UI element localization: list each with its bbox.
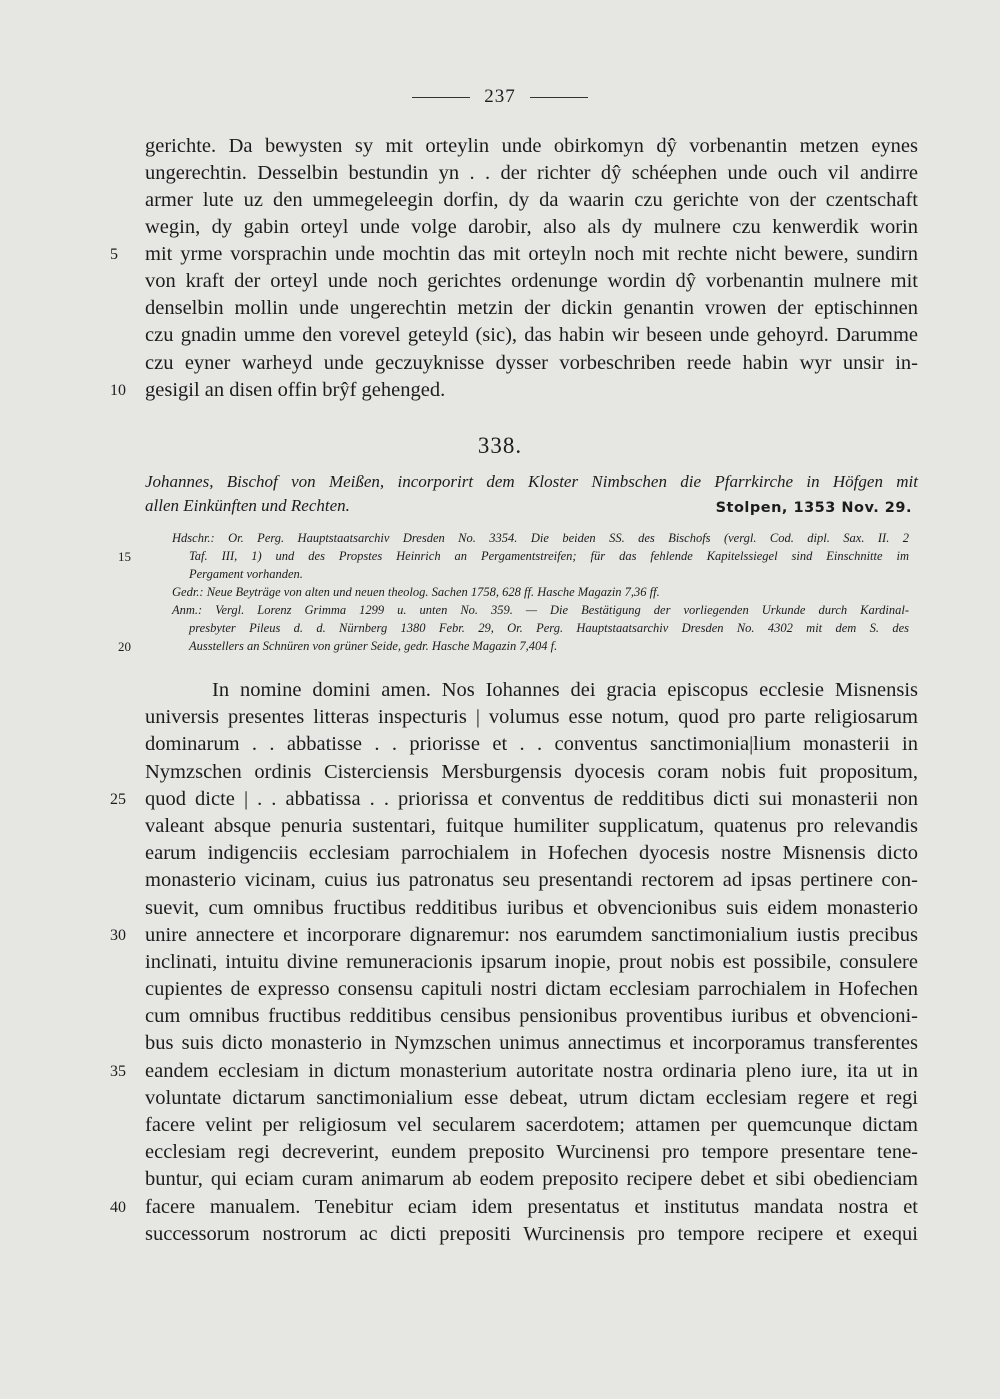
main-text-line: quod dicte | . . abbatissa . . priorissa et conventus de redditibus dicti sui monasterii non bbox=[145, 788, 918, 810]
prev-text-line: denselbin mollin unde ungerechtin metzin der dickin genantin vrowen der eptischinnen bbox=[145, 297, 918, 319]
regest-line: allen Einkünften und Rechten. bbox=[145, 496, 350, 515]
main-text-line: successorum nostrorum ac dicti prepositi Wurcinensis pro tempore recipere et exequi bbox=[145, 1223, 918, 1245]
line-number: 30 bbox=[110, 927, 126, 944]
line-number: 25 bbox=[110, 791, 126, 808]
main-text-line: facere velint per religiosum vel secularem sacerdotem; attamen per quemcunque dictam bbox=[145, 1114, 918, 1136]
main-text-line: buntur, qui eciam curam animarum ab eodem preposito recipere debet et sibi obedienciam bbox=[145, 1168, 918, 1190]
main-text-line: cum omnibus fructibus redditibus censibus pensionibus proventibus iuribus et obvencioni- bbox=[145, 1005, 918, 1027]
main-text-line: facere manualem. Tenebitur eciam idem presentatus et institutus mandata nostra et bbox=[145, 1196, 918, 1218]
main-text-line: monasterio vicinam, cuius ius patronatus seu presentandi rectorem ad ipsas pertinere con- bbox=[145, 869, 918, 891]
prev-text-line: czu eyner warheyd unde geczuyknisse dysser vorbeschriben reede habin wyr unsir in- bbox=[145, 352, 918, 374]
line-number: 5 bbox=[110, 246, 118, 263]
prev-text-line: wegin, dy gabin orteyl unde volge darobir, also als dy mulnere czu kenwerdik worin bbox=[145, 216, 918, 238]
apparatus-line: Ausstellers an Schnüren von grüner Seide, gedr. Hasche Magazin 7,404 f. bbox=[189, 639, 558, 653]
main-text-line: ecclesiam regi decreverint, eundem preposito Wurcinensi pro tempore presentare tene- bbox=[145, 1141, 918, 1163]
main-text-line: universis presentes litteras inspecturis | volumus esse notum, quod pro parte religiosarum bbox=[145, 706, 918, 728]
main-text-line: suevit, cum omnibus fructibus redditibus iuribus et obvencionibus suis eidem monasterio bbox=[145, 897, 918, 919]
line-number: 10 bbox=[110, 382, 126, 399]
apparatus-line: Anm.: Vergl. Lorenz Grimma 1299 u. unten No. 359. — Die Bestätigung der vorliegenden Urkunde durch Kardinal- bbox=[172, 603, 909, 617]
page-number: 237 bbox=[484, 86, 516, 107]
apparatus-line: presbyter Pileus d. d. Nürnberg 1380 Febr. 29, Or. Perg. Hauptstaatsarchiv Dresden No. 4302 mit dem S. des bbox=[189, 621, 909, 635]
prev-text-line: gerichte. Da bewysten sy mit orteylin unde obirkomyn dŷ vorbenantin metzen eynes bbox=[145, 135, 918, 157]
prev-text-line: gesigil an disen offin brŷf gehenged. bbox=[145, 379, 446, 401]
main-text-line: In nomine domini amen. Nos Iohannes dei gracia episcopus ecclesie Misnensis bbox=[212, 679, 918, 701]
apparatus-line: Pergament vorhanden. bbox=[189, 567, 303, 581]
apparatus-line: Taf. III, 1) und des Propstes Heinrich an Pergamentstreifen; für das fehlende Kapitelssiegel sind Einschnitte im bbox=[189, 549, 909, 563]
main-text-line: voluntate dictarum sanctimonialium esse debeat, utrum dictam ecclesiam regere et regi bbox=[145, 1087, 918, 1109]
regest-line: Johannes, Bischof von Meißen, incorporirt dem Kloster Nimbschen die Pfarrkirche in Höfgen mit bbox=[145, 472, 918, 491]
prev-text-line: von kraft der orteyl unde noch gerichtes ordenunge wordin dŷ vorbenantin mulnere mit bbox=[145, 270, 918, 292]
main-text-line: valeant absque penuria sustentari, fuitque humiliter supplicatum, quatenus pro relevandis bbox=[145, 815, 918, 837]
header-rule-left bbox=[412, 97, 470, 98]
prev-text-line: ungerechtin. Desselbin bestundin yn . . der richter dŷ schéephen unde ouch vil andirre bbox=[145, 162, 918, 184]
dateline: Stolpen, 1353 Nov. 29. bbox=[715, 500, 912, 516]
apparatus-line-number: 15 bbox=[118, 549, 131, 564]
apparatus-line: Hdschr.: Or. Perg. Hauptstaatsarchiv Dresden No. 3354. Die beiden SS. des Bischofs (vergl. Cod. dipl. Sax. II. 2 bbox=[172, 531, 909, 545]
header-rule-right bbox=[530, 97, 588, 98]
main-text-line: unire annectere et incorporare dignaremur: nos earumdem sanctimonialium iustis precibus bbox=[145, 924, 918, 946]
line-number: 40 bbox=[110, 1199, 126, 1216]
prev-text-line: czu gnadin umme den vorevel geteyld (sic), das habin wir beseen unde gehoyrd. Darumme bbox=[145, 324, 918, 346]
prev-text-line: mit yrme vorsprachin unde mochtin das mit orteyln noch mit rechte nicht bewere, sundirn bbox=[145, 243, 918, 265]
main-text-line: dominarum . . abbatisse . . priorisse et . . conventus sanctimonia|lium monasterii in bbox=[145, 733, 918, 755]
main-text-line: inclinati, intuitu divine remuneracionis ipsarum inopie, prout nobis est possibile, consulere bbox=[145, 951, 918, 973]
main-text-line: bus suis dicto monasterio in Nymzschen unimus annectimus et incorporamus transferentes bbox=[145, 1032, 918, 1054]
prev-text-line: armer lute uz den ummegeleegin dorfin, dy da waarin czu gerichte von der czentschaft bbox=[145, 189, 918, 211]
main-text-line: cupientes de expresso consensu capituli nostri dictam ecclesiam parrochialem in Hofechen bbox=[145, 978, 918, 1000]
document-number: 338. bbox=[477, 433, 523, 458]
main-text-line: earum indigenciis ecclesiam parrochialem in Hofechen dyocesis nostre Misnensis dicto bbox=[145, 842, 918, 864]
main-text-line: Nymzschen ordinis Cisterciensis Mersburgensis dyocesis coram nobis fuit propositum, bbox=[145, 761, 918, 783]
apparatus-line: Gedr.: Neue Beyträge von alten und neuen theolog. Sachen 1758, 628 ff. Hasche Magazin 7,36 ff. bbox=[172, 585, 660, 599]
line-number: 35 bbox=[110, 1063, 126, 1080]
main-text-line: eandem ecclesiam in dictum monasterium autoritate nostra ordinaria pleno iure, ita ut in bbox=[145, 1060, 918, 1082]
apparatus-line-number: 20 bbox=[118, 639, 131, 654]
page-header bbox=[0, 86, 1000, 108]
